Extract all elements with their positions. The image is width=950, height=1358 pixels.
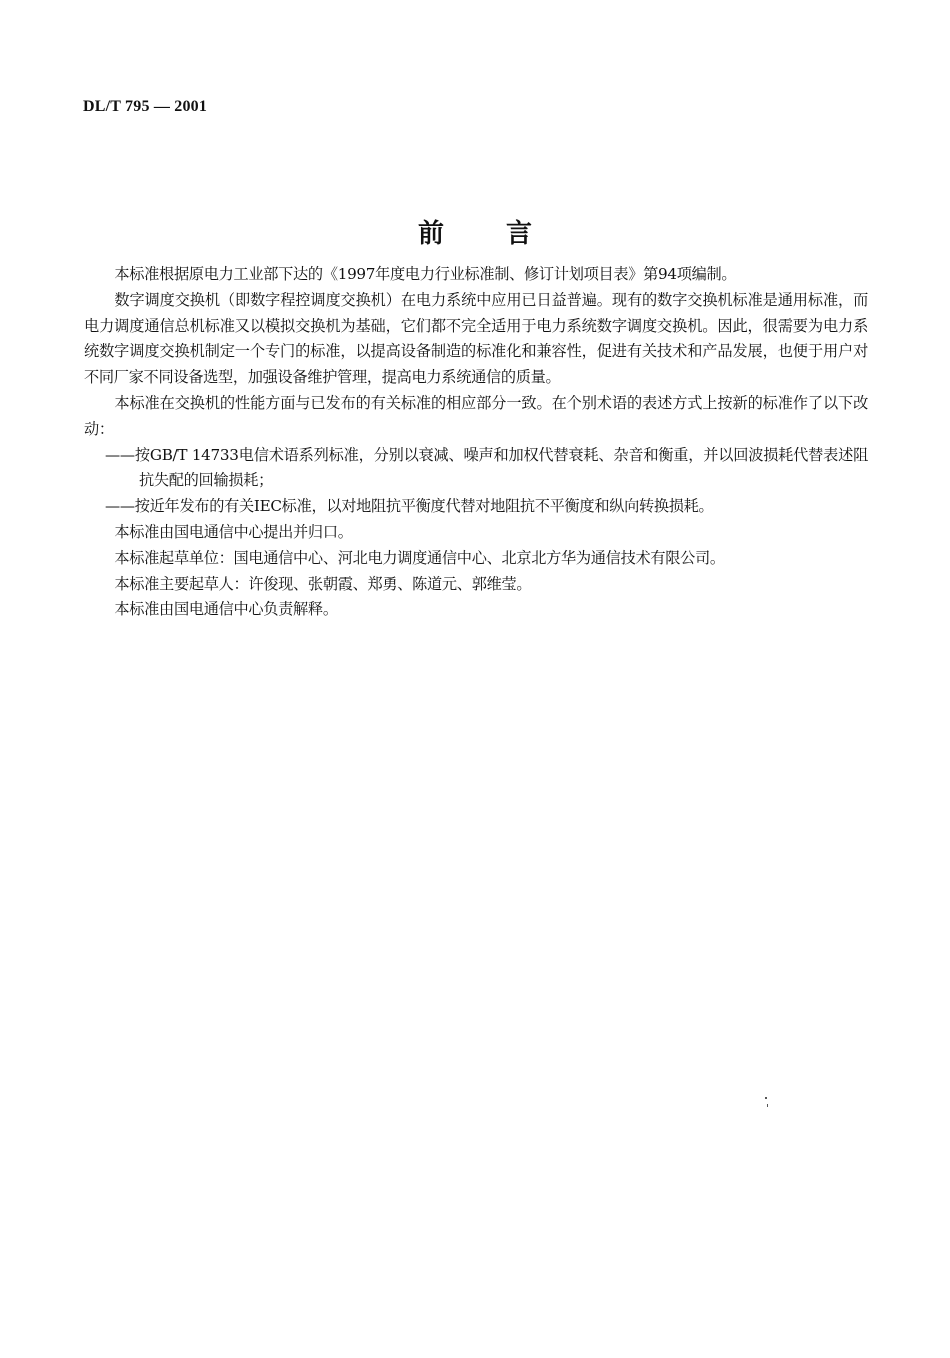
scan-speck [767,1104,768,1107]
document-code: DL/T 795 — 2001 [83,98,208,115]
scan-speck [765,1097,767,1099]
paragraph-drafters: 本标准主要起草人：许俊现、张朝霞、郑勇、陈道元、郭维莹。 [114,574,532,593]
foreword-body [84,262,868,623]
list-item-text: ——按GB/T 14733电信术语系列标准，分别以衰减、噪声和加权代替衰耗、杂音和衡重，并以回波损耗代替表述阻抗失配的回输损耗； [105,445,868,490]
paragraph-interpretation: 本标准由国电通信中心负责解释。 [114,600,338,619]
list-item-text: ——按近年发布的有关IEC标准，以对地阻抗平衡度代替对地阻抗不平衡度和纵向转换损耗。 [105,497,714,516]
paragraph-changes-intro: 本标准在交换机的性能方面与已发布的有关标准的相应部分一致。在个别术语的表述方式上按新的标准作了以下改动： [84,393,868,438]
paragraph-plan-source: 本标准根据原电力工业部下达的《1997年度电力行业标准制、修订计划项目表》第94项编制。 [114,265,737,283]
page-title [0,216,950,252]
title-char-1: 前 [417,219,444,249]
title-char-2: 言 [506,219,533,249]
paragraph-proposer: 本标准由国电通信中心提出并归口。 [114,522,353,541]
list-item-impedance-change [84,494,868,520]
paragraph-background: 数字调度交换机（即数字程控调度交换机）在电力系统中应用已日益普遍。现有的数字交换机标准是通用标准，而电力调度通信总机标准又以模拟交换机为基础，它们都不完全适用于电力系统数字调度交换机。因此，很需要为电力系统数字调度交换机制定一个专门的标准，以提高设备制造的标准化和兼容性，促进有关技术和产品发展，也便于用户对不同厂家不同设备选型，加强设备维护管理，提高电力系统通信的质量。 [84,290,868,387]
list-item-terminology-change [84,443,868,495]
paragraph-drafting-units: 本标准起草单位：国电通信中心、河北电力调度通信中心、北京北方华为通信技术有限公司。 [114,548,725,567]
